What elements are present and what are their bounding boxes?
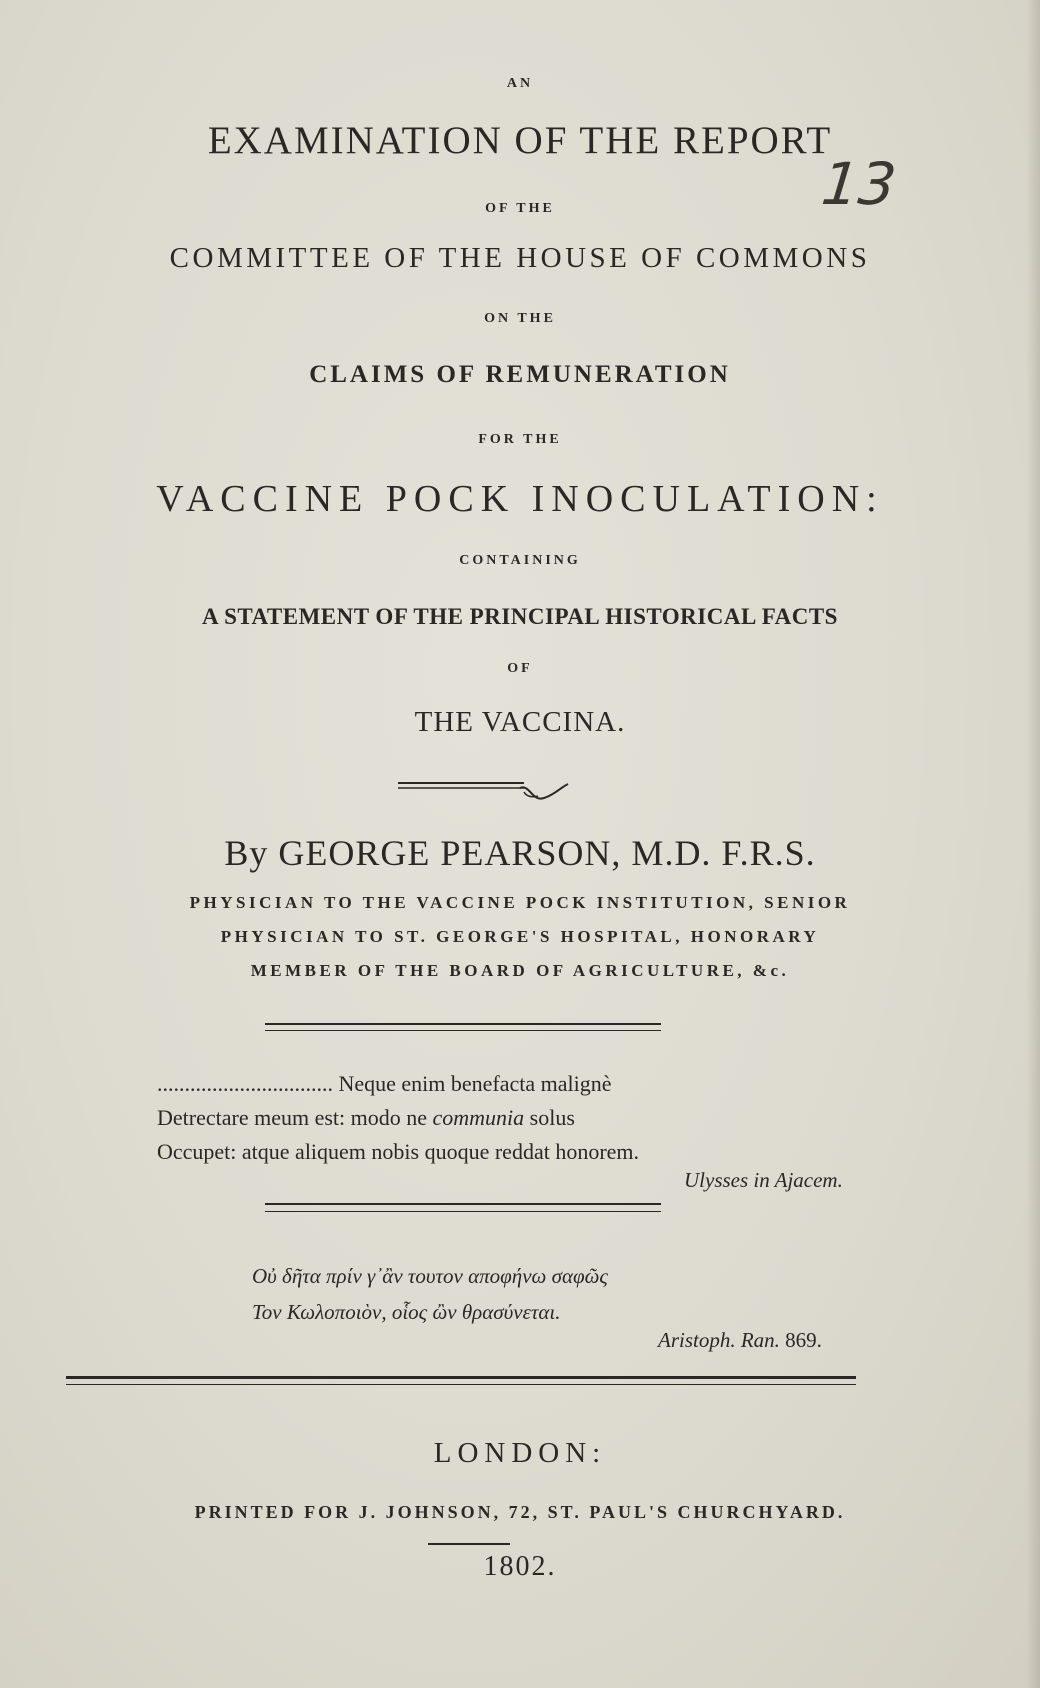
latin-line-2 [157,1101,877,1135]
author-affiliation-3: MEMBER OF THE BOARD OF AGRICULTURE, &c. [250,961,790,980]
imprint-rule-bottom [66,1384,856,1385]
greek-line-2: Τον Κωλοποιὸν, οἷος ὢν θρασύνεται. [252,1300,561,1324]
title-of: OF [507,661,533,676]
latin-line-1: ................................ Neque enim benefacta malignè [157,1071,612,1096]
double-rule-bottom [265,1030,661,1031]
greek-epigraph [252,1258,608,1330]
title-statement: A STATEMENT OF THE PRINCIPAL HISTORICAL FACTS [202,604,838,629]
greek-line-1: Οὐ δῆτα πρίν γ᾽ἂν τουτον αποφήνω σαφῶς [252,1264,608,1288]
imprint-year: 1802. [483,1551,557,1582]
latin-line-3: Occupet: atque aliquem nobis quoque reddat honorem. [157,1139,640,1164]
title-for-the: FOR THE [478,432,562,447]
greek-attribution-line: 869. [779,1328,822,1352]
latin-line-2-pre: Detrectare meum est: modo ne [157,1105,433,1130]
author-line: By GEORGE PEARSON, M.D. F.R.S. [224,833,816,873]
title-an: AN [506,76,534,91]
greek-attribution [658,1328,822,1353]
title-of-the: OF THE [485,201,555,216]
title-the-vaccina: THE VACCINA. [414,706,626,738]
title-claims: CLAIMS OF REMUNERATION [309,361,731,388]
title-committee: COMMITTEE OF THE HOUSE OF COMMONS [169,242,871,274]
latin-attribution: Ulysses in Ajacem. [684,1168,843,1192]
author-affiliation-1: PHYSICIAN TO THE VACCINE POCK INSTITUTION, SENIOR [189,893,851,912]
ornamental-rule [398,780,578,810]
author-affiliation-2: PHYSICIAN TO ST. GEORGE'S HOSPITAL, HONORARY [220,927,820,946]
title-containing: CONTAINING [459,553,581,568]
double-rule-top [265,1023,661,1025]
latin-line-2-post: solus [524,1105,575,1130]
greek-attribution-work: Aristoph. Ran. [658,1328,780,1352]
title-vaccine-pock: VACCINE POCK INOCULATION: [156,478,884,520]
imprint-printer: PRINTED FOR J. JOHNSON, 72, ST. PAUL'S CHURCHYARD. [194,1502,846,1522]
latin-line-2-italic: communia [432,1105,525,1130]
double-rule-2-top [265,1203,661,1205]
double-rule-2-bottom [265,1211,661,1212]
year-rule [428,1543,510,1545]
title-on-the: ON THE [484,311,556,326]
imprint-city: LONDON: [433,1437,607,1469]
latin-epigraph [157,1067,877,1169]
imprint-rule-top [66,1376,856,1379]
handwritten-folio-number: 13 [818,150,900,218]
title-examination: EXAMINATION OF THE REPORT [207,119,833,162]
